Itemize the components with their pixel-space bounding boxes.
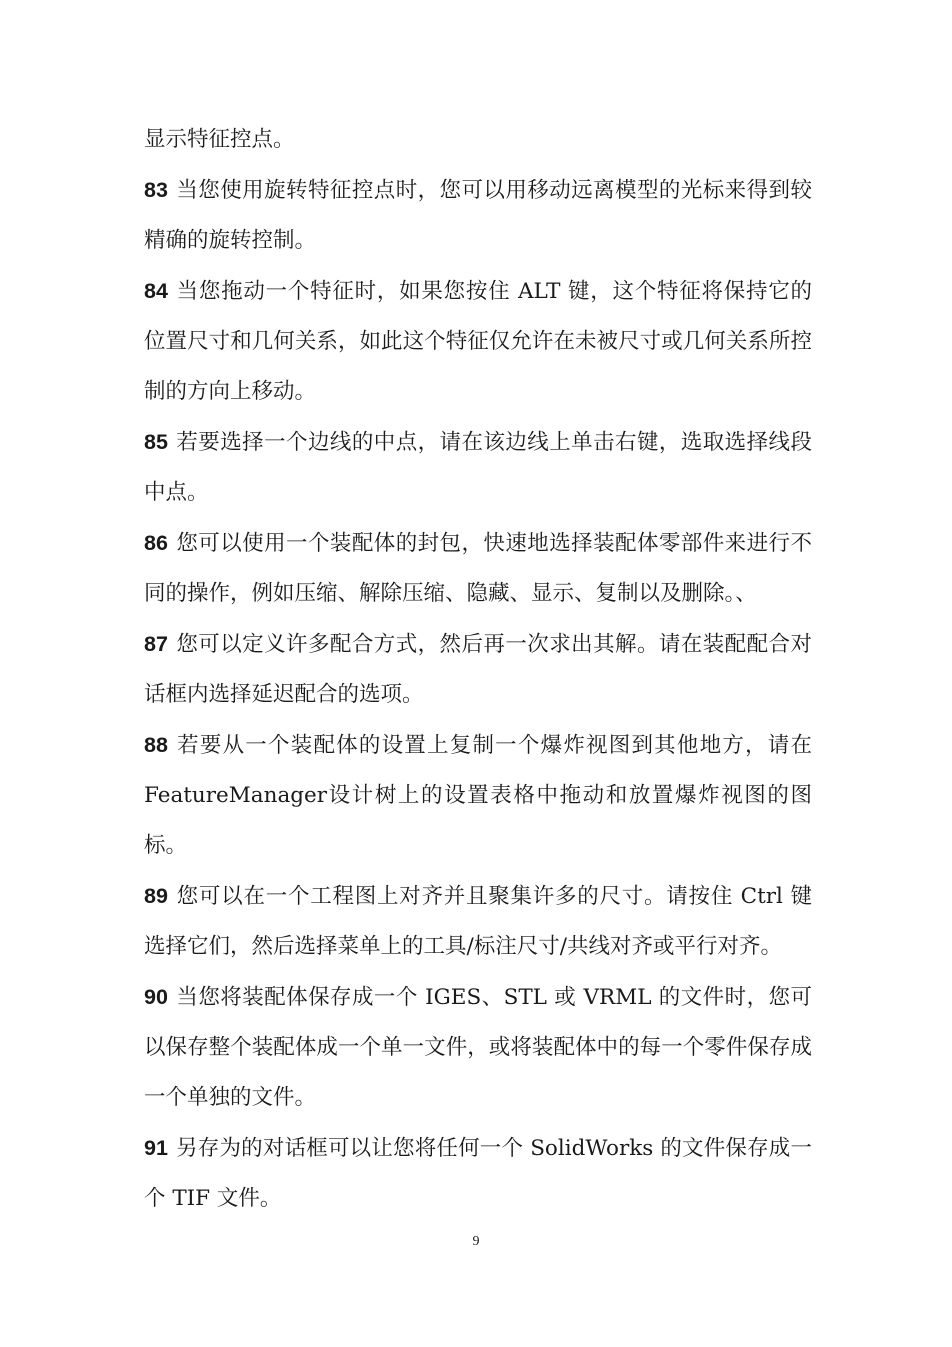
tip-number: 90	[144, 985, 168, 1009]
tip-number: 91	[144, 1136, 168, 1160]
tip-paragraph-85	[144, 417, 812, 518]
tip-paragraph-88	[144, 720, 812, 871]
tip-text: 您可以定义许多配合方式，然后再一次求出其解。请在装配配合对话框内选择延迟配合的选项。	[144, 632, 812, 707]
tip-text: 当您拖动一个特征时，如果您按住 ALT 键，这个特征将保持它的位置尺寸和几何关系，如此这个特征仅允许在未被尺寸或几何关系所控制的方向上移动。	[144, 279, 812, 404]
page-body	[144, 115, 812, 1224]
tip-paragraph-84	[144, 266, 812, 417]
tip-number: 87	[144, 632, 168, 656]
tip-number: 88	[144, 733, 168, 757]
tip-text: 当您将装配体保存成一个 IGES、STL 或 VRML 的文件时，您可以保存整个装配体成一个单一文件，或将装配体中的每一个零件保存成一个单独的文件。	[144, 985, 812, 1110]
lead-text: 显示特征控点。	[144, 127, 295, 152]
tip-paragraph-83	[144, 165, 812, 266]
tip-number: 85	[144, 430, 168, 454]
tip-text: 若要从一个装配体的设置上复制一个爆炸视图到其他地方，请在FeatureManager设计树上的设置表格中拖动和放置爆炸视图的图标。	[144, 733, 812, 858]
tip-paragraph-87	[144, 619, 812, 720]
tip-text: 您可以在一个工程图上对齐并且聚集许多的尺寸。请按住 Ctrl 键选择它们，然后选择菜单上的工具/标注尺寸/共线对齐或平行对齐。	[144, 884, 812, 959]
lead-paragraph	[144, 115, 812, 165]
tip-number: 84	[144, 279, 168, 303]
tip-number: 86	[144, 531, 168, 555]
tip-text: 您可以使用一个装配体的封包，快速地选择装配体零部件来进行不同的操作，例如压缩、解除压缩、隐藏、显示、复制以及删除。、	[144, 531, 812, 606]
tip-paragraph-86	[144, 518, 812, 619]
tip-text: 另存为的对话框可以让您将任何一个 SolidWorks 的文件保存成一个 TIF 文件。	[144, 1136, 812, 1211]
page-number: 9	[472, 1234, 480, 1249]
tip-text: 若要选择一个边线的中点，请在该边线上单击右键，选取选择线段中点。	[144, 430, 812, 505]
tip-paragraph-89	[144, 871, 812, 972]
tip-paragraph-90	[144, 972, 812, 1123]
tip-text: 当您使用旋转特征控点时，您可以用移动远离模型的光标来得到较精确的旋转控制。	[144, 178, 812, 253]
tip-number: 83	[144, 178, 168, 202]
tip-paragraph-91	[144, 1123, 812, 1224]
tip-number: 89	[144, 884, 168, 908]
